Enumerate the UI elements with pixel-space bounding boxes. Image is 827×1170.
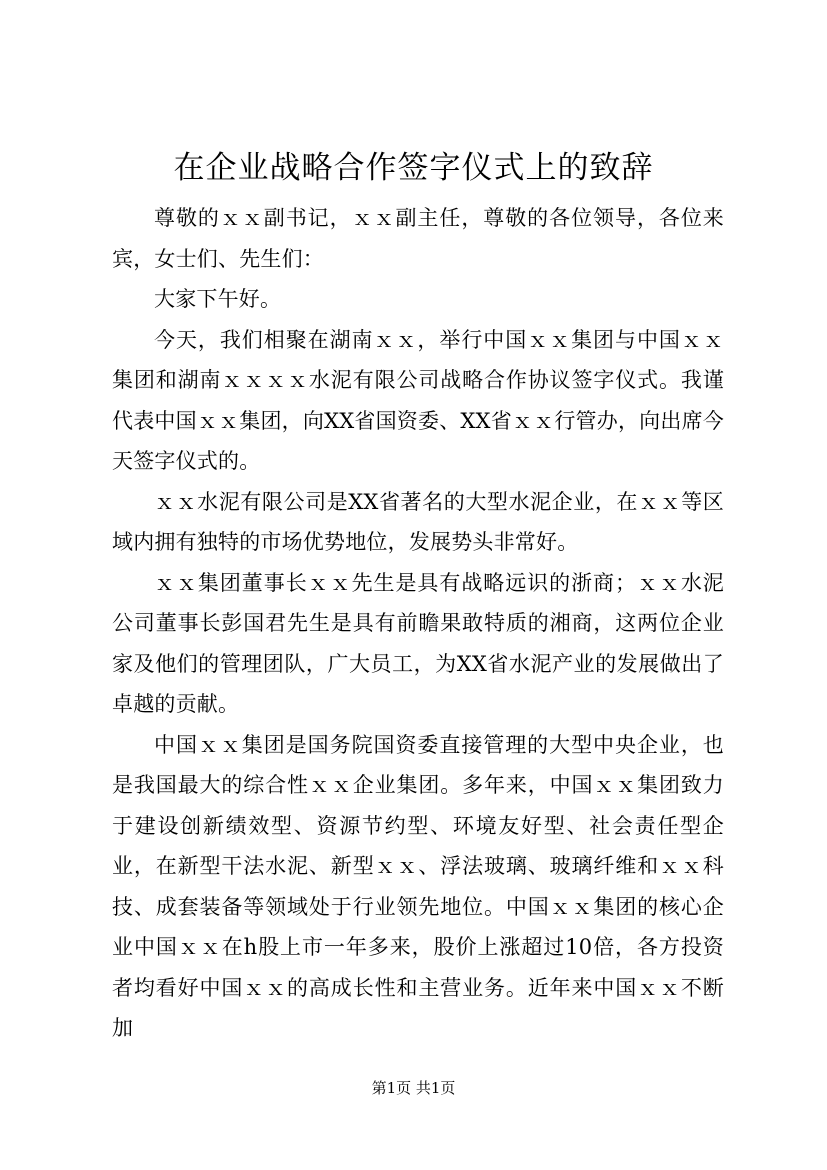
paragraph-opening: 今天，我们相聚在湖南ｘｘ，举行中国ｘｘ集团与中国ｘｘ集团和湖南ｘｘｘｘ水泥有限公司战略合作协议签字仪式。我谨代表中国ｘｘ集团，向XX省国资委、XX省ｘｘ行管办，向出席今天签字仪式的。 [112,327,724,473]
paragraph-chairmen: ｘｘ集团董事长ｘｘ先生是具有战略远识的浙商；ｘｘ水泥公司董事长彭国君先生是具有前瞻果敢特质的湘商，这两位企业家及他们的管理团队，广大员工，为XX省水泥产业的发展做出了卓越的贡献。 [112,570,724,716]
paragraph-group-intro: 中国ｘｘ集团是国务院国资委直接管理的大型中央企业，也是我国最大的综合性ｘｘ企业集团。多年来，中国ｘｘ集团致力于建设创新绩效型、资源节约型、环境友好型、社会责任型企业，在新型干法水泥、新型ｘｘ、浮法玻璃、玻璃纤维和ｘｘ科技、成套装备等领域处于行业领先地位。中国ｘｘ集团的核心企业中国ｘｘ在h股上市一年多来，股价上涨超过10倍，各方投资者均看好中国ｘｘ的高成长性和主营业务。近年来中国ｘｘ不断加 [112,732,724,1040]
paragraph-cement-company: ｘｘ水泥有限公司是XX省著名的大型水泥企业，在ｘｘ等区域内拥有独特的市场优势地位，发展势头非常好。 [112,489,724,554]
document-title: 在企业战略合作签字仪式上的致辞 [173,150,654,186]
page-footer: 第1页 共1页 [371,1079,456,1097]
paragraph-greeting: 大家下午好。 [154,287,282,311]
paragraph-salutation: 尊敬的ｘｘ副书记，ｘｘ副主任，尊敬的各位领导，各位来宾，女士们、先生们： [112,206,724,271]
document-body [112,198,724,1049]
